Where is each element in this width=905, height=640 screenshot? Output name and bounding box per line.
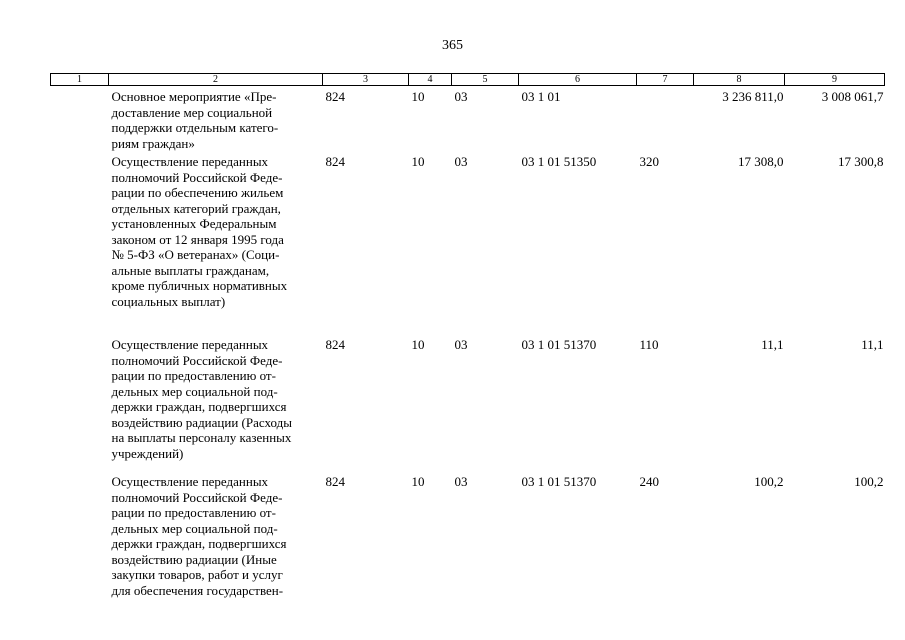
column-header-5: 5 xyxy=(452,74,519,86)
page-number: 365 xyxy=(442,38,463,53)
row-number-cell xyxy=(51,151,109,334)
amount-col-9: 11,1 xyxy=(861,337,884,352)
column-header-3: 3 xyxy=(323,74,409,86)
column-header-8: 8 xyxy=(694,74,785,86)
ministry-code: 824 xyxy=(325,474,345,489)
ministry-code: 824 xyxy=(325,89,345,104)
subsection-code: 03 xyxy=(454,89,468,104)
amount-col-9: 100,2 xyxy=(854,474,884,489)
table-row xyxy=(51,471,885,614)
ministry-code: 824 xyxy=(325,154,345,169)
expense-type-code: 240 xyxy=(639,474,659,489)
target-article-code: 03 1 01 51370 xyxy=(521,337,597,352)
item-name: Осуществление переданных полномочий Российской Феде- рации по предоставлению от- дельных мер социальной под- держки граждан, подвергшихся воздействию радиации (Расходы на выплаты персоналу казенных учреждений) xyxy=(111,337,292,461)
item-name: Осуществление переданных полномочий Российской Феде- рации по обеспечению жильем отдельных категорий граждан, установленных Федеральным законом от 12 января 1995 года № 5-ФЗ «О ветеранах» (Соци- альные выплаты гражданам, кроме публичных нормативных социальных выплат) xyxy=(111,154,288,309)
section-code: 10 xyxy=(411,337,425,352)
ministry-code: 824 xyxy=(325,337,345,352)
row-number-cell xyxy=(51,334,109,471)
section-code: 10 xyxy=(411,89,425,104)
expense-type-code xyxy=(637,86,694,152)
column-header-2: 2 xyxy=(109,74,323,86)
column-header-6: 6 xyxy=(519,74,637,86)
subsection-code: 03 xyxy=(454,337,468,352)
column-header-1: 1 xyxy=(51,74,109,86)
target-article-code: 03 1 01 xyxy=(521,89,561,104)
amount-col-8: 11,1 xyxy=(761,337,784,352)
target-article-code: 03 1 01 51370 xyxy=(521,474,597,489)
column-header-7: 7 xyxy=(637,74,694,86)
expense-type-code: 320 xyxy=(639,154,659,169)
row-number-cell xyxy=(51,471,109,614)
amount-col-8: 17 308,0 xyxy=(738,154,784,169)
budget-table xyxy=(50,73,885,614)
subsection-code: 03 xyxy=(454,474,468,489)
expense-type-code: 110 xyxy=(639,337,659,352)
table-row xyxy=(51,334,885,471)
header-row xyxy=(51,74,885,86)
amount-col-9: 3 008 061,7 xyxy=(821,89,884,104)
target-article-code: 03 1 01 51350 xyxy=(521,154,597,169)
subsection-code: 03 xyxy=(454,154,468,169)
item-name: Осуществление переданных полномочий Российской Феде- рации по предоставлению от- дельных мер социальной под- держки граждан, подвергшихся воздействию радиации (Иные закупки товаров, работ и услуг для обеспечения государствен- xyxy=(111,474,287,598)
section-code: 10 xyxy=(411,474,425,489)
row-number-cell xyxy=(51,86,109,152)
section-code: 10 xyxy=(411,154,425,169)
table-row xyxy=(51,151,885,334)
item-name: Основное мероприятие «Пре- доставление мер социальной поддержки отдельным катего- риям граждан» xyxy=(111,89,279,151)
table-row xyxy=(51,86,885,152)
amount-col-9: 17 300,8 xyxy=(838,154,884,169)
amount-col-8: 3 236 811,0 xyxy=(722,89,784,104)
amount-col-8: 100,2 xyxy=(754,474,784,489)
column-header-4: 4 xyxy=(409,74,452,86)
column-header-9: 9 xyxy=(785,74,885,86)
